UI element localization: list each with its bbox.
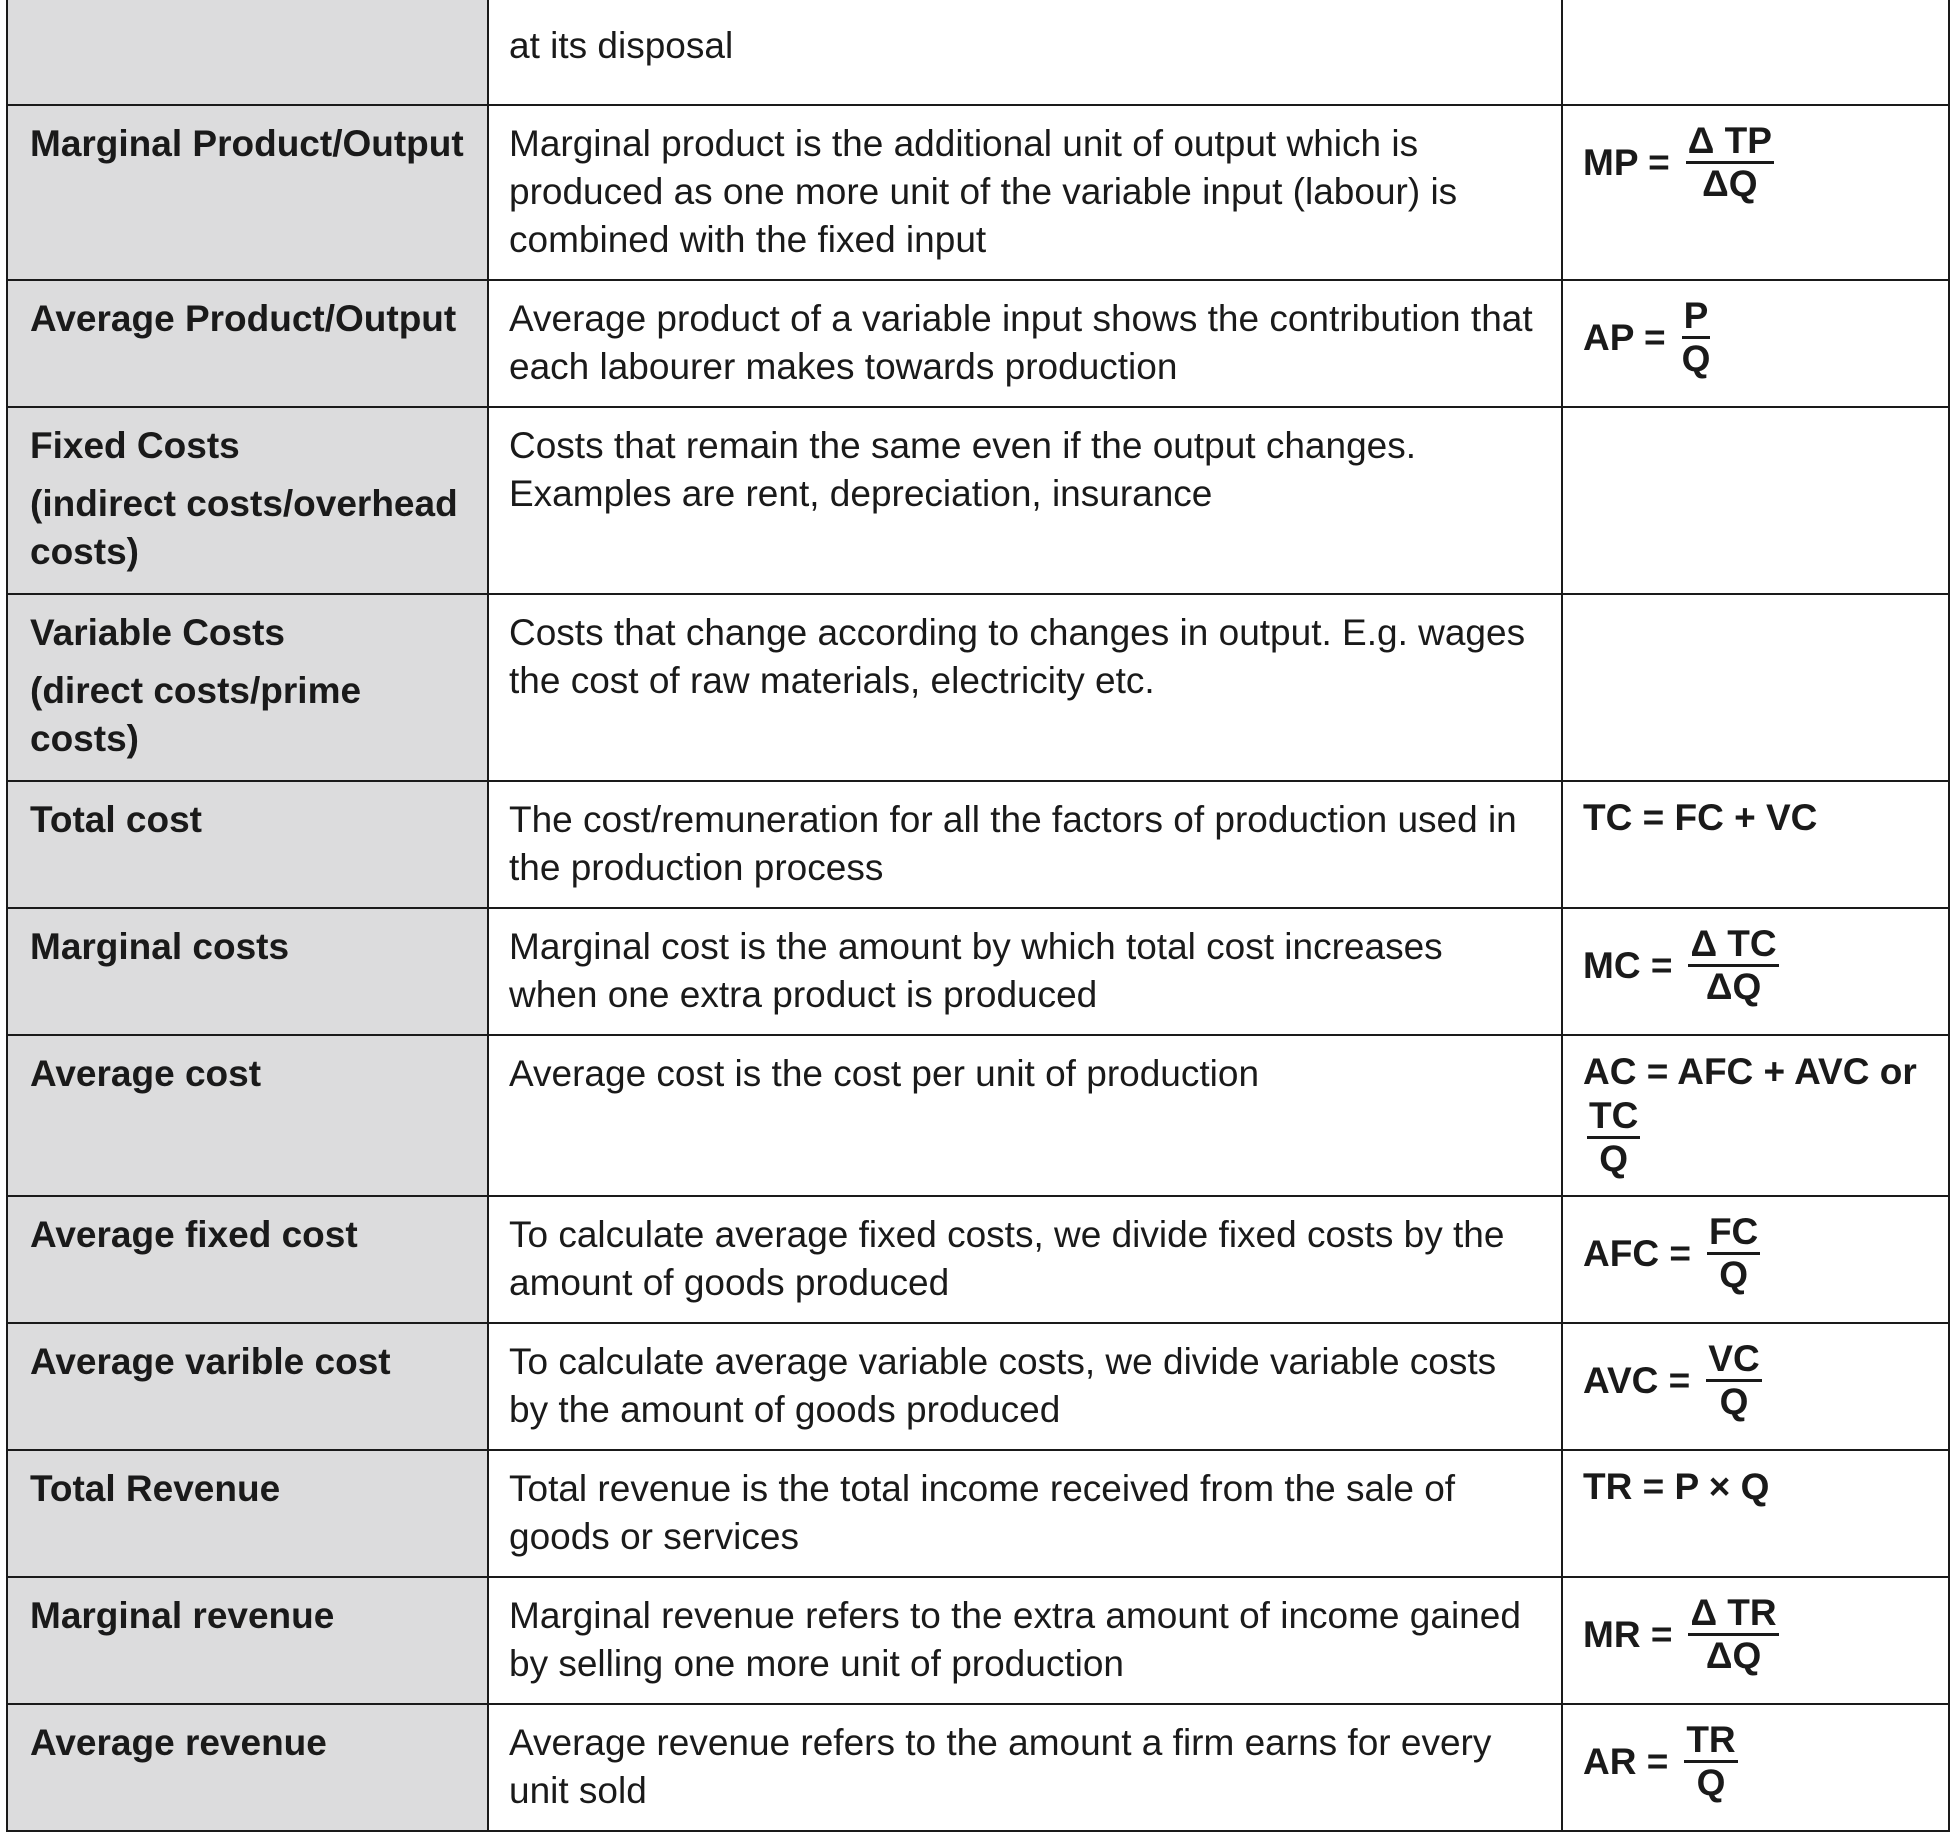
definition-cell — [488, 0, 1562, 105]
fraction — [1587, 1097, 1640, 1178]
term-cell — [7, 0, 488, 105]
fraction — [1686, 122, 1774, 203]
fraction-numerator: TC — [1587, 1097, 1640, 1139]
formula-lhs: AFC = — [1583, 1232, 1691, 1274]
definition-cell — [488, 1196, 1562, 1323]
definition-cell — [488, 781, 1562, 908]
term-cell — [7, 1450, 488, 1577]
definition-cell — [488, 1577, 1562, 1704]
economics-terms-table — [6, 0, 1950, 1832]
fraction-denominator: ΔQ — [1705, 966, 1762, 1007]
table-row — [7, 1577, 1949, 1704]
table-row-partial — [7, 0, 1949, 105]
fraction-numerator: Δ TR — [1688, 1594, 1778, 1636]
fraction — [1706, 1340, 1761, 1421]
definition-cell — [488, 280, 1562, 407]
term-cell — [7, 908, 488, 1035]
definition-cell — [488, 1450, 1562, 1577]
definition-text: Marginal product is the additional unit of output which is produced as one more unit of the variable input (labour) is combined with the fixed input — [509, 123, 1458, 260]
table-row — [7, 407, 1949, 594]
term-cell — [7, 1035, 488, 1196]
term-text: Marginal revenue — [30, 1595, 335, 1636]
fraction-numerator: Δ TC — [1688, 925, 1778, 967]
definition-text: Total revenue is the total income received from the sale of goods or services — [509, 1468, 1456, 1557]
term-text: Marginal costs — [30, 926, 290, 967]
formula-cell — [1562, 407, 1949, 594]
table-row — [7, 105, 1949, 280]
term-text: Average fixed cost — [30, 1214, 358, 1255]
fraction — [1682, 297, 1711, 378]
table-row — [7, 908, 1949, 1035]
formula-lhs: MC = — [1583, 944, 1673, 986]
formula — [1583, 1594, 1779, 1675]
formula-cell — [1562, 1577, 1949, 1704]
formula-cell — [1562, 594, 1949, 781]
term-cell — [7, 781, 488, 908]
formula-text: TR = P × Q — [1583, 1466, 1770, 1507]
term-subtext: (indirect costs/overhead costs) — [30, 483, 458, 572]
formula-cell — [1562, 1704, 1949, 1831]
definition-cell — [488, 594, 1562, 781]
term-cell — [7, 594, 488, 781]
formula — [1583, 297, 1710, 378]
fraction-numerator: Δ TP — [1686, 122, 1774, 164]
fraction-denominator: Q — [1719, 1381, 1749, 1422]
formula-lhs: AVC = — [1583, 1359, 1691, 1401]
formula-text: TC = FC + VC — [1583, 797, 1818, 838]
term-cell — [7, 1704, 488, 1831]
fraction-denominator: Q — [1696, 1762, 1726, 1803]
formula-lhs: AP = — [1583, 316, 1666, 358]
formula-cell — [1562, 105, 1949, 280]
formula-cell — [1562, 1450, 1949, 1577]
term-cell — [7, 105, 488, 280]
term-text: Total Revenue — [30, 1468, 281, 1509]
formula — [1583, 1721, 1738, 1802]
fraction-denominator: ΔQ — [1705, 1635, 1762, 1676]
formula — [1583, 122, 1774, 203]
term-text: Average revenue — [30, 1722, 327, 1763]
definition-text: at its disposal — [509, 25, 734, 66]
formula-text: AC = AFC + AVC or — [1583, 1051, 1917, 1092]
table-row — [7, 1196, 1949, 1323]
definition-text: Average revenue refers to the amount a firm earns for every unit sold — [509, 1722, 1492, 1811]
term-text: Average Product/Output — [30, 298, 457, 339]
table-row — [7, 280, 1949, 407]
table-row — [7, 781, 1949, 908]
term-text: Total cost — [30, 799, 202, 840]
fraction-denominator: ΔQ — [1702, 163, 1758, 204]
term-cell — [7, 407, 488, 594]
fraction-numerator: VC — [1706, 1340, 1761, 1382]
definition-text: Marginal revenue refers to the extra amount of income gained by selling one more unit of production — [509, 1595, 1521, 1684]
table-row — [7, 1035, 1949, 1196]
formula-lhs: MR = — [1583, 1613, 1673, 1655]
term-subtext: (direct costs/prime costs) — [30, 670, 362, 759]
definition-cell — [488, 105, 1562, 280]
definition-text: The cost/remuneration for all the factors of production used in the production process — [509, 799, 1517, 888]
formula — [1583, 1340, 1762, 1421]
definition-cell — [488, 908, 1562, 1035]
table-row — [7, 1450, 1949, 1577]
term-cell — [7, 1577, 488, 1704]
definition-cell — [488, 1704, 1562, 1831]
term-text: Marginal Product/Output — [30, 123, 464, 164]
fraction-numerator: P — [1682, 297, 1711, 339]
fraction-denominator: Q — [1599, 1138, 1629, 1179]
definition-text: To calculate average variable costs, we divide variable costs by the amount of goods produced — [509, 1341, 1497, 1430]
definition-cell — [488, 1035, 1562, 1196]
formula — [1583, 1213, 1760, 1294]
definition-cell — [488, 407, 1562, 594]
definition-text: Costs that remain the same even if the output changes. Examples are rent, depreciation, insurance — [509, 425, 1417, 514]
definition-text: Costs that change according to changes in output. E.g. wages the cost of raw materials, electricity etc. — [509, 612, 1526, 701]
formula-cell — [1562, 0, 1949, 105]
formula-lhs: AR = — [1583, 1740, 1669, 1782]
formula-cell — [1562, 280, 1949, 407]
fraction — [1688, 1594, 1778, 1675]
definition-cell — [488, 1323, 1562, 1450]
formula — [1583, 925, 1779, 1006]
formula-cell — [1562, 1196, 1949, 1323]
fraction — [1707, 1213, 1760, 1294]
term-text: Variable Costs — [30, 612, 286, 653]
fraction-numerator: TR — [1684, 1721, 1737, 1763]
fraction-numerator: FC — [1707, 1213, 1760, 1255]
fraction — [1684, 1721, 1737, 1802]
definition-text: Average cost is the cost per unit of production — [509, 1053, 1260, 1094]
formula-cell — [1562, 908, 1949, 1035]
formula-cell — [1562, 781, 1949, 908]
term-cell — [7, 1323, 488, 1450]
formula-cell — [1562, 1323, 1949, 1450]
term-cell — [7, 1196, 488, 1323]
definition-text: Marginal cost is the amount by which total cost increases when one extra product is produced — [509, 926, 1443, 1015]
table-row — [7, 1323, 1949, 1450]
definition-text: To calculate average fixed costs, we divide fixed costs by the amount of goods produced — [509, 1214, 1505, 1303]
fraction-denominator: Q — [1681, 338, 1711, 379]
table-row — [7, 594, 1949, 781]
formula-cell — [1562, 1035, 1949, 1196]
definition-text: Average product of a variable input shows the contribution that each labourer makes towards production — [509, 298, 1533, 387]
fraction — [1688, 925, 1778, 1006]
term-text: Average cost — [30, 1053, 262, 1094]
formula-lhs: MP = — [1583, 141, 1670, 183]
term-text: Fixed Costs — [30, 425, 240, 466]
table-row — [7, 1704, 1949, 1831]
fraction-denominator: Q — [1719, 1254, 1748, 1295]
term-cell — [7, 280, 488, 407]
term-text: Average varible cost — [30, 1341, 391, 1382]
